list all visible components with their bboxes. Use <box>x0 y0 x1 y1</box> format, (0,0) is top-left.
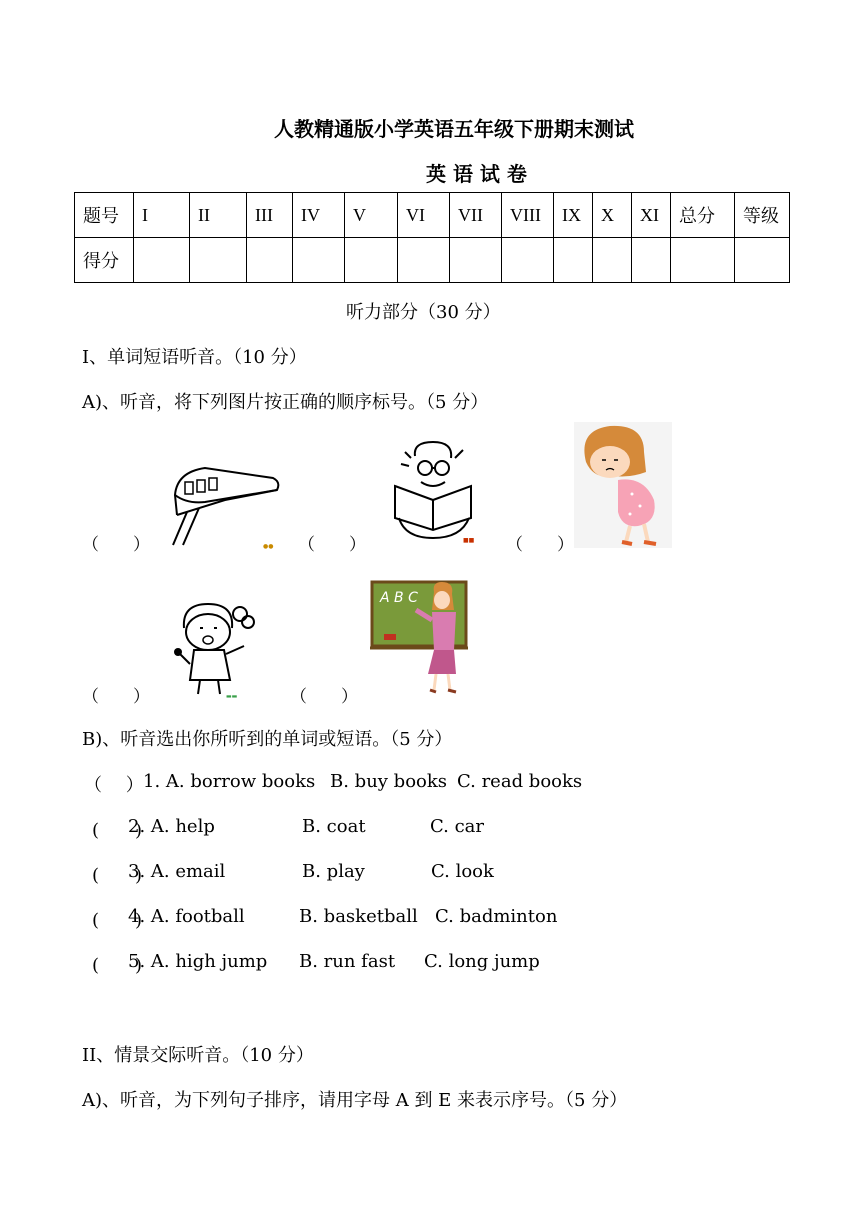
score-cell[interactable] <box>632 238 671 283</box>
score-cell[interactable] <box>593 238 632 283</box>
section1-heading: I、单词短语听音。（10 分） <box>82 347 307 368</box>
question-option-c: C. look <box>431 861 494 882</box>
teacher-blackboard-icon <box>370 580 470 694</box>
question-option-a: 4. A. football <box>128 906 245 927</box>
score-col: I <box>134 193 190 238</box>
score-table-score-row <box>75 238 790 283</box>
section2-heading: II、情景交际听音。（10 分） <box>82 1045 314 1066</box>
score-col: IV <box>293 193 345 238</box>
question-option-b: B. coat <box>302 816 366 837</box>
question-option-a: 5. A. high jump <box>128 951 268 972</box>
answer-paren[interactable]: （ ） <box>298 535 366 555</box>
question-paren[interactable]: ( ) <box>92 955 143 976</box>
score-cell[interactable] <box>450 238 502 283</box>
score-col: 总分 <box>671 193 735 238</box>
score-cell[interactable] <box>247 238 293 283</box>
question-option-b: B. run fast <box>299 951 396 972</box>
grandpa-reading-icon <box>385 438 485 548</box>
svg-text:■■: ■■ <box>463 537 475 544</box>
train-icon <box>165 460 285 550</box>
svg-text:●●: ●● <box>263 543 274 550</box>
question-option-b: B. basketball <box>299 906 418 927</box>
score-col: III <box>247 193 293 238</box>
score-col: V <box>345 193 398 238</box>
score-col: VII <box>450 193 502 238</box>
answer-paren[interactable]: （ ） <box>82 535 150 555</box>
svg-text:▬▬: ▬▬ <box>226 693 238 700</box>
stomachache-girl-icon <box>574 422 672 548</box>
answer-paren[interactable]: （ ） <box>506 535 574 555</box>
score-cell[interactable] <box>134 238 190 283</box>
question-option-c: C. car <box>430 816 484 837</box>
question-option-a: 3. A. email <box>128 861 226 882</box>
score-col: XI <box>632 193 671 238</box>
score-col: X <box>593 193 632 238</box>
question-option-a: 2. A. help <box>128 816 215 837</box>
question-option-b: B. play <box>302 861 365 882</box>
question-option-b: B. buy books <box>330 771 448 792</box>
score-col: VIII <box>502 193 554 238</box>
question-paren[interactable]: （ ） <box>84 775 144 796</box>
question-option-a: 1. A. borrow books <box>143 771 316 792</box>
answer-paren[interactable]: （ ） <box>290 687 358 707</box>
score-table-header-row <box>75 193 790 238</box>
page-title: 人教精通版小学英语五年级下册期末测试 <box>274 117 634 141</box>
score-cell[interactable] <box>293 238 345 283</box>
score-cell[interactable] <box>190 238 247 283</box>
score-col: 等级 <box>735 193 790 238</box>
score-cell[interactable] <box>671 238 735 283</box>
answer-paren[interactable]: （ ） <box>82 687 150 707</box>
score-table-header-label: 题号 <box>75 193 134 238</box>
question-option-c: C. badminton <box>435 906 558 927</box>
question-paren[interactable]: ( ) <box>92 820 143 841</box>
score-table-row-label: 得分 <box>75 238 134 283</box>
score-table <box>74 192 790 283</box>
question-option-c: C. read books <box>457 771 583 792</box>
singing-girl-icon <box>168 598 263 700</box>
score-cell[interactable] <box>502 238 554 283</box>
blackboard-text: A B C <box>380 590 418 606</box>
score-col: II <box>190 193 247 238</box>
listening-heading: 听力部分（30 分） <box>346 302 501 323</box>
question-paren[interactable]: ( ) <box>92 865 143 886</box>
section1-partA: A)、听音，将下列图片按正确的顺序标号。（5 分） <box>82 392 489 413</box>
score-cell[interactable] <box>345 238 398 283</box>
score-cell[interactable] <box>735 238 790 283</box>
score-cell[interactable] <box>398 238 450 283</box>
section2-partA: A)、听音，为下列句子排序，请用字母 A 到 E 来表示序号。（5 分） <box>82 1090 628 1111</box>
question-option-c: C. long jump <box>424 951 540 972</box>
section1-partB: B)、听音选出你所听到的单词或短语。（5 分） <box>82 729 453 750</box>
score-cell[interactable] <box>554 238 593 283</box>
page-subtitle: 英 语 试 卷 <box>426 162 527 186</box>
question-paren[interactable]: ( ) <box>92 910 143 931</box>
score-col: IX <box>554 193 593 238</box>
score-col: VI <box>398 193 450 238</box>
